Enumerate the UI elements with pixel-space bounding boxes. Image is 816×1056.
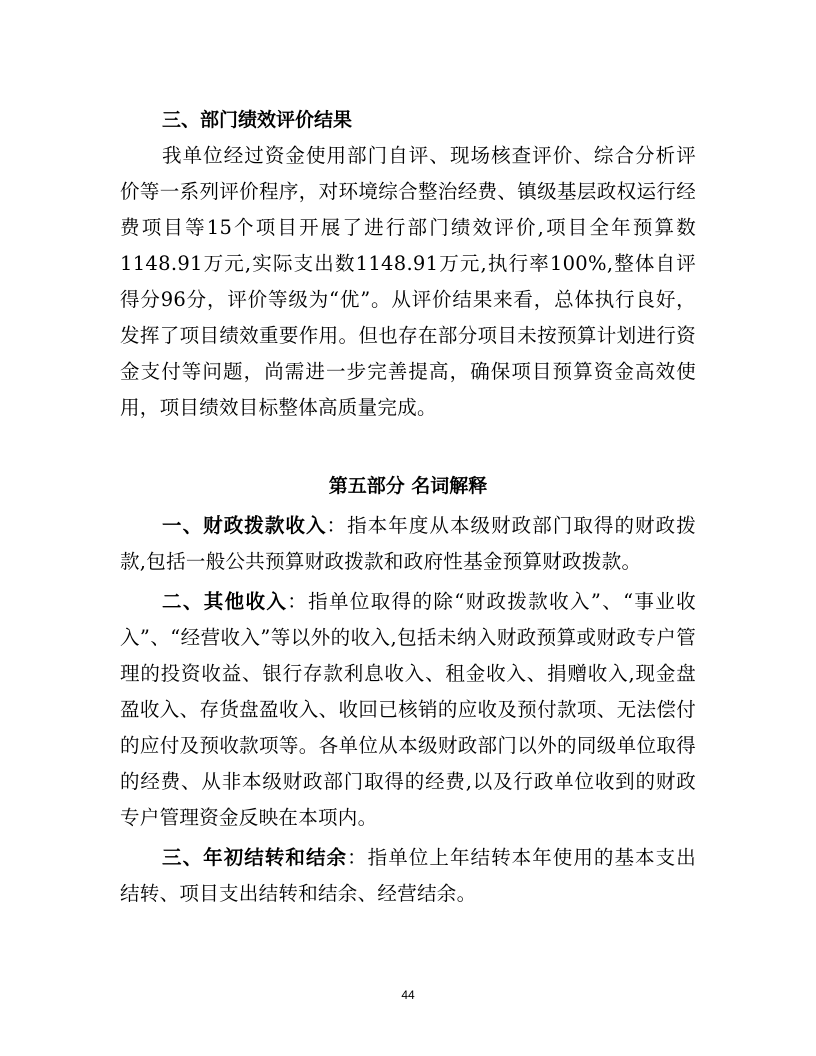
spacer	[120, 426, 696, 468]
term-label: 一、财政拨款收入	[162, 514, 327, 537]
term-label: 三、年初结转和结余	[162, 846, 348, 869]
term-carryover-balance	[120, 840, 696, 912]
part-five-title: 第五部分 名词解释	[328, 475, 488, 497]
page-number: 44	[401, 988, 415, 1002]
term-description: ：指本年度从本级财政部门取得的财政拨款,包括一般公共预算财政拨款和政府性基金预算财政拨款。	[120, 514, 696, 573]
evaluation-paragraph: 我单位经过资金使用部门自评、现场核查评价、综合分析评价等一系列评价程序，对环境综合整治经费、镇级基层政权运行经费项目等15个项目开展了进行部门绩效评价,项目全年预算数1148.91万元,实际支出数1148.91万元,执行率100%,整体自评得分96分，评价等级为“优”。从评价结果来看，总体执行良好，发挥了项目绩效重要作用。但也存在部分项目未按预算计划进行资金支付等问题，尚需进一步完善提高，确保项目预算资金高效使用，项目绩效目标整体高质量完成。	[120, 144, 696, 419]
page-content	[120, 102, 696, 912]
term-fiscal-appropriation	[120, 508, 696, 580]
term-description: ：指单位上年结转本年使用的基本支出结转、项目支出结转和结余、经营结余。	[120, 846, 696, 905]
term-label: 二、其他收入	[162, 590, 288, 613]
evaluation-heading: 三、部门绩效评价结果	[162, 109, 353, 131]
term-other-income	[120, 584, 696, 836]
term-description: ：指单位取得的除“财政拨款收入”、“事业收入”、“经营收入”等以外的收入,包括未纳入财政预算或财政专户管理的投资收益、银行存款利息收入、租金收入、捐赠收入,现金盘盈收入、存货盘盈收入、收回已核销的应收及预付款项、无法偿付的应付及预收款项等。各单位从本级财政部门以外的同级单位取得的经费、从非本级财政部门取得的经费,以及行政单位收到的财政专户管理资金反映在本项内。	[120, 590, 696, 829]
